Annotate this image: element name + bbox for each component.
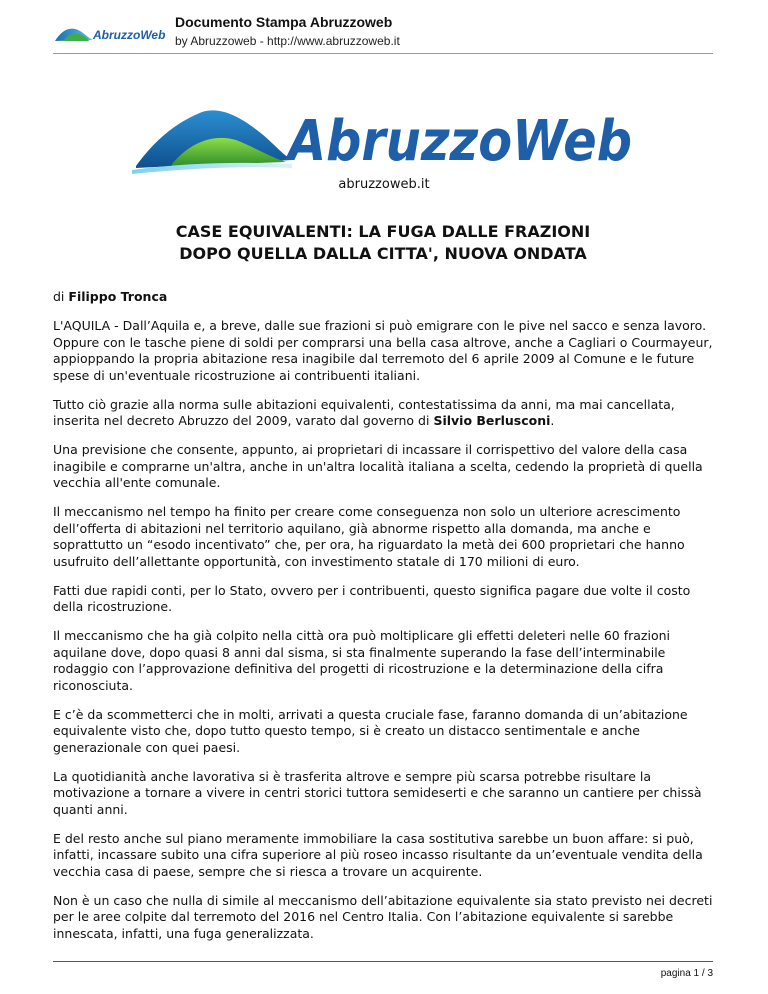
- paragraph-1: L'AQUILA - Dall’Aquila e, a breve, dalle sue frazioni si può emigrare con le pive nel sacco e senza lavoro. Oppure con le tasche piene di soldi per comprarsi una bella casa altrove, anche a Cagliari o Courmayeur, appioppando la propria abitazione resa inagibile dal terremoto del 6 aprile 2009 al Comune e le future spese di un'eventuale ricostruzione ai contribuenti italiani.: [53, 318, 713, 383]
- svg-text:AbruzzoWeb: AbruzzoWeb: [284, 109, 632, 174]
- politician-name: Silvio Berlusconi: [433, 413, 551, 428]
- header-subtitle: by Abruzzoweb - http://www.abruzzoweb.it: [175, 34, 400, 48]
- site-name: abruzzoweb.it: [338, 177, 430, 192]
- page-number: pagina 1 / 3: [660, 968, 713, 979]
- footer-divider: [53, 961, 713, 962]
- author-name: Filippo Tronca: [68, 289, 168, 304]
- header-divider: [53, 53, 713, 54]
- svg-text:AbruzzoWeb: AbruzzoWeb: [93, 28, 166, 42]
- article-title-line-1: CASE EQUIVALENTI: LA FUGA DALLE FRAZIONI: [175, 222, 591, 241]
- paragraph-2-text: Tutto ciò grazie alla norma sulle abitazioni equivalenti, contestatissima da anni, ma mai cancellata, inserita nel decreto Abruzzo del 2009, varato dal governo di: [53, 396, 675, 428]
- paragraph-3: Una previsione che consente, appunto, ai proprietari di incassare il corrispettivo del valore della casa inagibile e comprarne un'altra, anche in un'altra località italiana a scelta, cedendo la proprietà di quella vecchia all'ente comunale.: [53, 442, 703, 490]
- paragraph-6: Il meccanismo che ha già colpito nella città ora può moltiplicare gli effetti deleteri nelle 60 frazioni aquilane dove, dopo quasi 8 anni dal sisma, si sta finalmente superando la fase dell’interminabile rodaggio con l’approvazione definitiva del progetti di ricostruzione e la determinazione della cifra riconosciuta.: [53, 628, 671, 693]
- print-header: [53, 8, 713, 52]
- abruzzoweb-logo: [132, 104, 636, 180]
- article-title: [53, 221, 713, 265]
- paragraph-4: Il meccanismo nel tempo ha finito per creare come conseguenza non solo un ulteriore acrescimento dell’offerta di abitazioni nel territorio aquilano, già abnorme rispetto alla domanda, ma anche e soprattutto un “esodo incentivato” che, per ora, ha riguardato la metà dei 600 proprietari che hanno usufruito dell’allettante opportunità, con investimento statale di 170 milioni di euro.: [53, 504, 685, 569]
- paragraph-8: La quotidianità anche lavorativa si è trasferita altrove e sempre più scarsa potrebbe risultare la motivazione a tornare a vivere in centri storici tuttora semideserti e che saranno un cantiere per chissà quanti anni.: [53, 768, 702, 817]
- byline: [53, 289, 713, 306]
- abruzzoweb-small-logo: [53, 20, 165, 46]
- paragraph-5: Fatti due rapidi conti, per lo Stato, ovvero per i contribuenti, questo significa pagare due volte il costo della ricostruzione.: [53, 582, 691, 614]
- header-title: Documento Stampa Abruzzoweb: [175, 14, 393, 30]
- article-title-line-2: DOPO QUELLA DALLA CITTA', NUOVA ONDATA: [179, 244, 587, 263]
- paragraph-9: E del resto anche sul piano meramente immobiliare la casa sostitutiva sarebbe un buon affare: si può, infatti, incassare subito una cifra superiore al più roseo incasso risultante da un’eventuale vendita della vecchia casa di paese, sempre che si riesca a trovare un acquirente.: [53, 830, 703, 879]
- paragraph-2: [53, 397, 713, 430]
- paragraph-7: E c’è da scommetterci che in molti, arrivati a questa cruciale fase, faranno domanda di un’abitazione equivalente visto che, dopo tutto questo tempo, si è creato un distacco sentimentale e anche generazionale con quei paesi.: [53, 706, 688, 755]
- article-body: [53, 289, 713, 955]
- paragraph-2-end: .: [550, 413, 555, 428]
- paragraph-10: Non è un caso che nulla di simile al meccanismo dell’abitazione equivalente sia stato previsto nei decreti per le aree colpite dal terremoto del 2016 nel Centro Italia. Con l’abitazione equivalente si sarebbe innescata, infatti, una fuga generalizzata.: [53, 892, 713, 941]
- byline-prefix: di: [53, 289, 65, 304]
